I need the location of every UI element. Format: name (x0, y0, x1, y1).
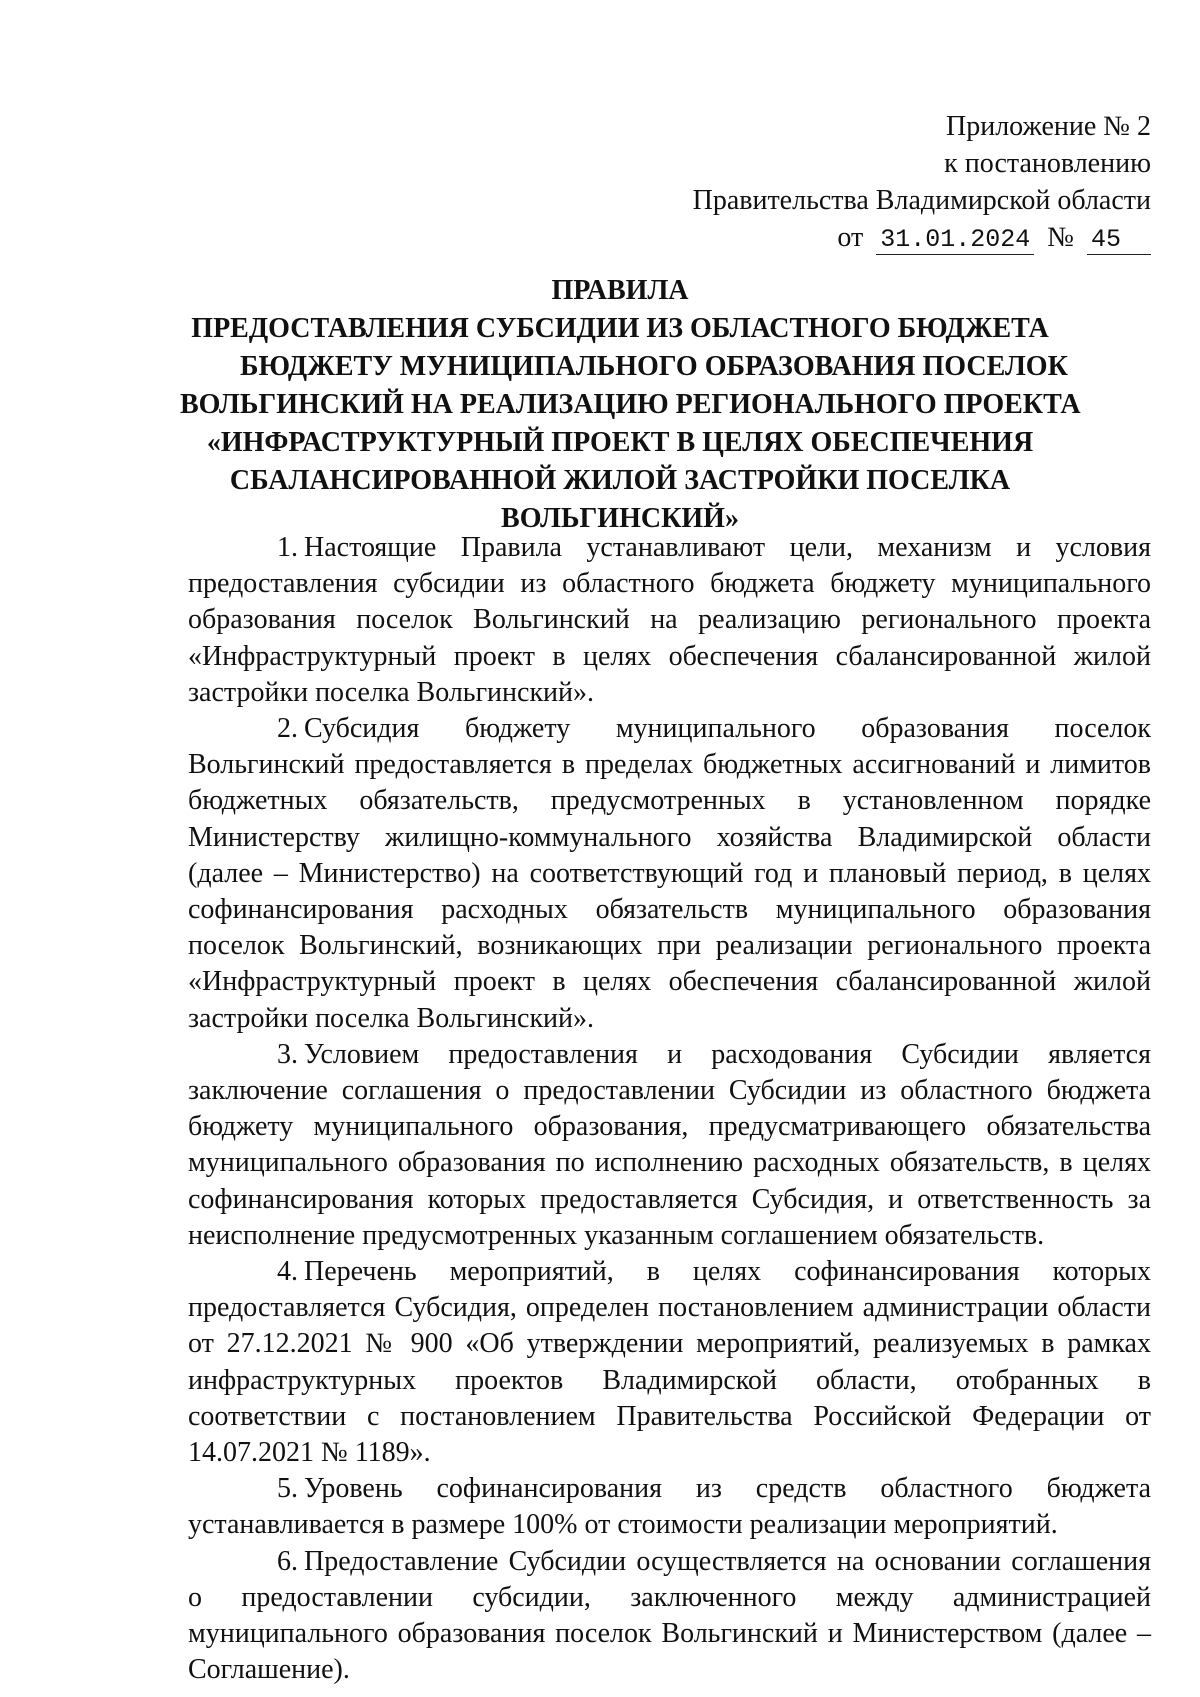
paragraph-2 (188, 711, 1151, 1037)
paragraph-number: 2. (277, 713, 298, 745)
appendix-issuer: Правительства Владимирской области (692, 185, 1151, 216)
paragraph-6 (188, 1544, 1151, 1689)
paragraph-3 (188, 1037, 1151, 1254)
paragraph-text: Предоставление Субсидии осуществляется на основании соглашения о предоставлении субсидии, заключенного между администрацией муниципального образования поселок Вольгинский и Министерством (далее – Соглашение). (188, 1545, 1151, 1686)
paragraph-text: Субсидия бюджету муниципального образования поселок Вольгинский предоставляется в пределах бюджетных ассигнований и лимитов бюджетных обязательств, предусмотренных в установленном порядке Министерству жилищно-коммунального хозяйства Владимирской области (далее – Министерство) на соответствующий год и плановый период, в целях софинансирования расходных обязательств муниципального образования поселок Вольгинский, возникающих при реализации регионального проекта «Инфраструктурный проект в целях обеспечения сбалансированной жилой застройки поселка Вольгинский». (188, 713, 1151, 1034)
title-line: ВОЛЬГИНСКИЙ НА РЕАЛИЗАЦИЮ РЕГИОНАЛЬНОГО ПРОЕКТА (180, 389, 1081, 420)
paragraph-text: Перечень мероприятий, в целях софинансирования которых предоставляется Субсидия, определен постановлением администрации области от 27.12.2021 № 900 «Об утверждении мероприятий, реализуемых в рамках инфраструктурных проектов Владимирской области, отобранных в соответствии с постановлением Правительства Российской Федерации от 14.07.2021 № 1189». (188, 1256, 1151, 1469)
paragraph-number: 4. (277, 1256, 298, 1288)
title-line: «ИНФРАСТРУКТУРНЫЙ ПРОЕКТ В ЦЕЛЯХ ОБЕСПЕЧЕНИЯ (206, 427, 1034, 458)
decree-date: 31.01.2024 (876, 226, 1034, 255)
paragraph-text: Условием предоставления и расходования Субсидии является заключение соглашения о предоставлении Субсидии из областного бюджета бюджету муниципального образования, предусматривающего обязательства муниципального образования по исполнению расходных обязательств, в целях софинансирования которых предоставляется Субсидия, и ответственность за неисполнение предусмотренных указанным соглашением обязательств. (188, 1038, 1151, 1251)
title-line: СБАЛАНСИРОВАННОЙ ЖИЛОЙ ЗАСТРОЙКИ ПОСЕЛКА (229, 465, 1011, 496)
paragraph-1 (188, 530, 1151, 711)
appendix-title: Приложение № 2 (946, 111, 1151, 142)
title-line: БЮДЖЕТУ МУНИЦИПАЛЬНОГО ОБРАЗОВАНИЯ ПОСЕЛОК (240, 351, 1068, 382)
document-title (180, 272, 1081, 538)
paragraph-number: 1. (277, 532, 298, 563)
title-line: ПРЕДОСТАВЛЕНИЯ СУБСИДИИ ИЗ ОБЛАСТНОГО БЮДЖЕТА (191, 313, 1049, 344)
paragraph-5 (188, 1471, 1151, 1543)
date-prefix: от (837, 222, 864, 253)
paragraph-number: 6. (277, 1545, 298, 1577)
paragraph-number: 3. (277, 1038, 298, 1070)
appendix-header (693, 108, 1151, 256)
title-line: ПРАВИЛА (551, 275, 689, 306)
paragraph-4 (188, 1254, 1151, 1471)
title-line: ВОЛЬГИНСКИЙ» (501, 503, 739, 534)
paragraph-text: Настоящие Правила устанавливают цели, механизм и условия предоставления субсидии из областного бюджета бюджету муниципального образования поселок Вольгинский на реализацию регионального проекта «Инфраструктурный проект в целях обеспечения сбалансированной жилой застройки поселка Вольгинский». (188, 532, 1151, 708)
document-body (188, 530, 1151, 1689)
appendix-reference: к постановлению (944, 148, 1151, 179)
paragraph-number: 5. (277, 1473, 298, 1505)
appendix-date-line (693, 219, 1151, 256)
number-prefix: № (1047, 222, 1074, 253)
decree-number: 45 (1087, 226, 1151, 255)
paragraph-text: Уровень софинансирования из средств областного бюджета устанавливается в размере 100% от стоимости реализации мероприятий. (188, 1473, 1151, 1541)
